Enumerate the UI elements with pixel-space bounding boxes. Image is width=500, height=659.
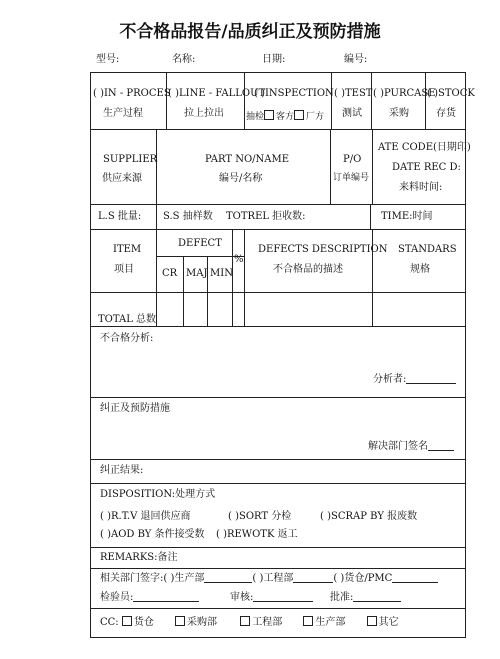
part-cn: 编号/名称 [219,173,263,184]
part-label: PART NO/NAME [205,154,290,165]
cc-warehouse-checkbox[interactable] [122,616,132,626]
rtv-option[interactable]: ( )R.T.V 退回供应商 [100,511,191,522]
line-fallout-option[interactable]: ( )LINE - FALLOUT [168,88,266,99]
cc-other-checkbox[interactable] [367,616,377,626]
client-checkbox[interactable] [264,110,274,120]
total-label: TOTAL 总数 [98,314,157,325]
defect-label: DEFECT [178,238,222,249]
inspection-option[interactable]: ( )INSPECTION [254,88,334,99]
purchase-option[interactable]: ( )PURCASE [373,88,436,99]
min-label: MIN [210,268,233,279]
inspector-sign: 检验员: [100,593,199,603]
cc-production-checkbox[interactable] [303,616,313,626]
standards-cn: 规格 [410,264,430,275]
po-label: P/O [343,154,362,165]
percent-label: % [234,254,244,265]
standards-label: STANDARS [398,244,457,255]
lot-size-label: L.S 批量: [98,211,142,222]
remarks-label: REMARKS:备注 [100,552,178,563]
inspection-choices [246,110,324,122]
dept-sign-label: 解决部门签名 [368,442,454,452]
test-cn: 测试 [342,108,362,119]
aod-option[interactable]: ( )AOD BY 条件接受数 [100,529,205,540]
cc-row [100,616,399,628]
item-label: ITEM [113,244,142,255]
review-sign: 审核: [230,593,313,603]
date-code-label: ATE CODE(日期印) [378,142,471,153]
cc-engineering-label: 工程部 [252,617,283,628]
approve-sign: 批准: [330,593,401,603]
cc-purchasing-label: 采购部 [187,617,218,628]
description-label: DEFECTS DESCRIPTION [258,244,388,255]
inspection-factory: 厂方 [306,112,325,122]
in-process-cn: 生产过程 [103,108,143,119]
analyst-label: 分析者: [373,375,456,385]
inspection-client: 客方 [276,112,295,122]
result-label: 纠正结果: [100,465,144,476]
name-label: 名称: [172,54,196,65]
test-option[interactable]: ( )TEST [334,88,373,99]
page-title: 不合格品报告/品质纠正及预防措施 [119,22,381,42]
description-cn: 不合格品的描述 [273,264,343,275]
cc-warehouse-label: 货仓 [133,617,154,628]
date-received-label: DATE REC D: [392,162,461,173]
stock-option[interactable]: ( )STOCK [427,88,475,99]
in-process-option[interactable]: ( )IN - PROCES [93,88,171,99]
stock-cn: 存货 [436,108,456,119]
disposition-label: DISPOSITION:处理方式 [100,489,216,500]
rejected-label: TOTREL 拒收数: [226,211,306,222]
rework-option[interactable]: ( )REWOTK 返工 [216,529,298,540]
date-label: 日期: [262,54,286,65]
cc-production-label: 生产部 [315,617,346,628]
sample-size-label: S.S 抽样数 [163,211,213,222]
time-label: TIME:时间 [381,211,433,222]
sort-option[interactable]: ( )SORT 分检 [228,511,292,522]
number-label: 编号: [344,54,368,65]
item-cn: 项目 [114,264,134,275]
model-label: 型号: [96,54,120,65]
supplier-cn: 供应来源 [102,173,142,184]
cc-purchasing-checkbox[interactable] [175,616,185,626]
cr-label: CR [162,268,178,279]
inspection-sampling: 抽检 [246,112,265,122]
scrap-option[interactable]: ( )SCRAP BY 报废数 [320,511,418,522]
analysis-label: 不合格分析: [100,333,154,344]
maj-label: MAJ [186,268,208,279]
supplier-label: SUPPLIER [103,154,158,165]
line-fallout-cn: 拉上拉出 [184,108,224,119]
cc-engineering-checkbox[interactable] [240,616,250,626]
cc-other-label: 其它 [378,617,399,628]
po-cn: 订单编号 [333,173,370,183]
cc-label: CC: [100,617,119,628]
incoming-time-label: 来料时间: [399,182,443,193]
purchase-cn: 采购 [389,108,409,119]
corrective-label: 纠正及预防措施 [100,403,170,414]
factory-checkbox[interactable] [294,110,304,120]
related-dept-sign: 相关部门签字:( )生产部 ( )工程部 ( )货仓/PMC [100,574,438,584]
